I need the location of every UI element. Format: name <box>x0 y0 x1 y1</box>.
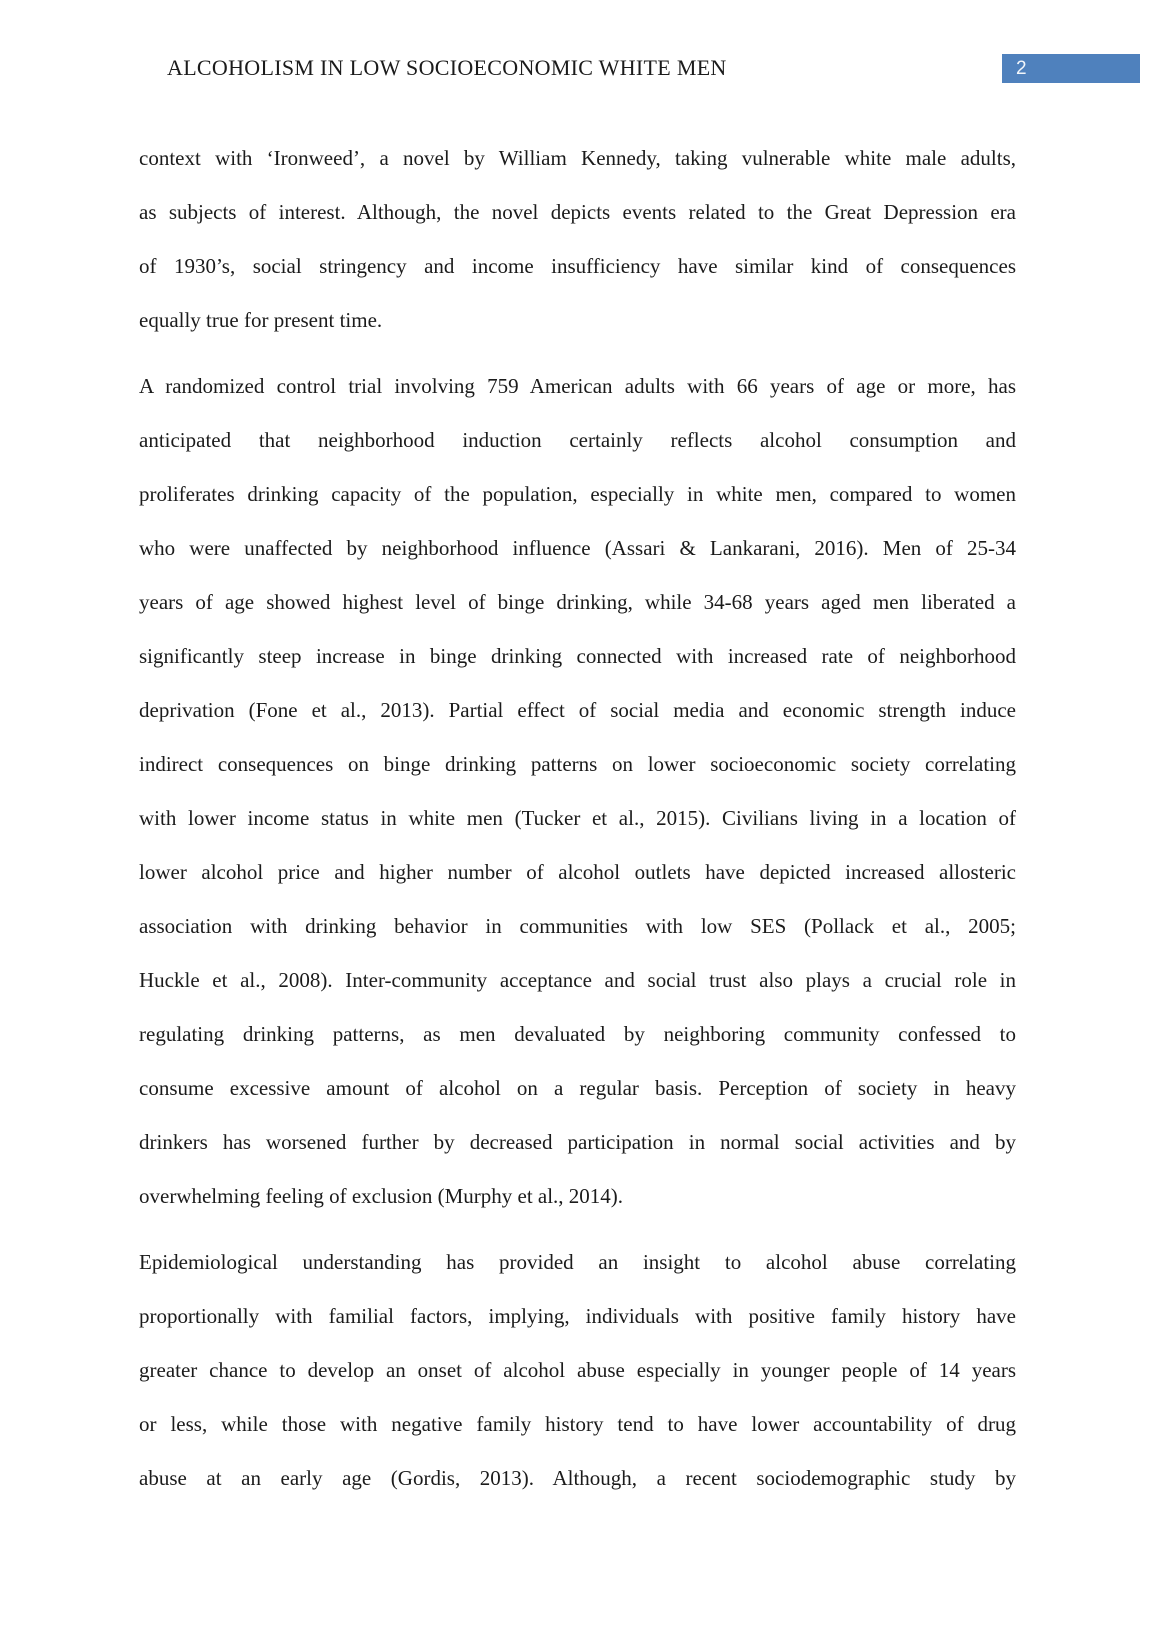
text-line: anticipated that neighborhood induction certainly reflects alcohol consumption and <box>139 428 1016 452</box>
text-line: regulating drinking patterns, as men devaluated by neighboring community confessed to <box>139 1022 1016 1046</box>
text-line: significantly steep increase in binge drinking connected with increased rate of neighborhood <box>139 644 1016 668</box>
text-line: equally true for present time. <box>139 308 383 332</box>
page-number-box <box>1002 54 1140 83</box>
paragraph <box>139 359 1016 1223</box>
text-line: association with drinking behavior in communities with low SES (Pollack et al., 2005; <box>139 914 1016 938</box>
text-line: abuse at an early age (Gordis, 2013). Although, a recent sociodemographic study by <box>139 1466 1016 1490</box>
text-line: Epidemiological understanding has provided an insight to alcohol abuse correlating <box>139 1250 1016 1274</box>
text-line: proportionally with familial factors, implying, individuals with positive family history have <box>139 1304 1016 1328</box>
paragraph <box>139 131 1016 347</box>
text-line: Huckle et al., 2008). Inter-community acceptance and social trust also plays a crucial role in <box>139 968 1016 992</box>
text-line: lower alcohol price and higher number of alcohol outlets have depicted increased allosteric <box>139 860 1016 884</box>
paragraph <box>139 1235 1016 1505</box>
text-line: context with ‘Ironweed’, a novel by William Kennedy, taking vulnerable white male adults, <box>139 146 1016 170</box>
text-line: A randomized control trial involving 759 American adults with 66 years of age or more, has <box>139 374 1016 398</box>
text-line: who were unaffected by neighborhood influence (Assari & Lankarani, 2016). Men of 25-34 <box>139 536 1016 560</box>
running-head: ALCOHOLISM IN LOW SOCIOECONOMIC WHITE MEN <box>167 55 727 80</box>
document-body <box>139 131 1016 1505</box>
text-line: of 1930’s, social stringency and income insufficiency have similar kind of consequences <box>139 254 1016 278</box>
text-line: drinkers has worsened further by decreased participation in normal social activities and by <box>139 1130 1016 1154</box>
text-line: deprivation (Fone et al., 2013). Partial effect of social media and economic strength induce <box>139 698 1016 722</box>
text-line: or less, while those with negative family history tend to have lower accountability of drug <box>139 1412 1016 1436</box>
text-line: indirect consequences on binge drinking patterns on lower socioeconomic society correlating <box>139 752 1016 776</box>
text-line: as subjects of interest. Although, the novel depicts events related to the Great Depression era <box>139 200 1016 224</box>
text-line: overwhelming feeling of exclusion (Murphy et al., 2014). <box>139 1184 624 1208</box>
text-line: with lower income status in white men (Tucker et al., 2015). Civilians living in a location of <box>139 806 1016 830</box>
text-line: proliferates drinking capacity of the population, especially in white men, compared to women <box>139 482 1016 506</box>
text-line: consume excessive amount of alcohol on a regular basis. Perception of society in heavy <box>139 1076 1016 1100</box>
text-line: years of age showed highest level of binge drinking, while 34-68 years aged men liberated a <box>139 590 1016 614</box>
page-number: 2 <box>1016 57 1027 79</box>
text-line: greater chance to develop an onset of alcohol abuse especially in younger people of 14 years <box>139 1358 1016 1382</box>
